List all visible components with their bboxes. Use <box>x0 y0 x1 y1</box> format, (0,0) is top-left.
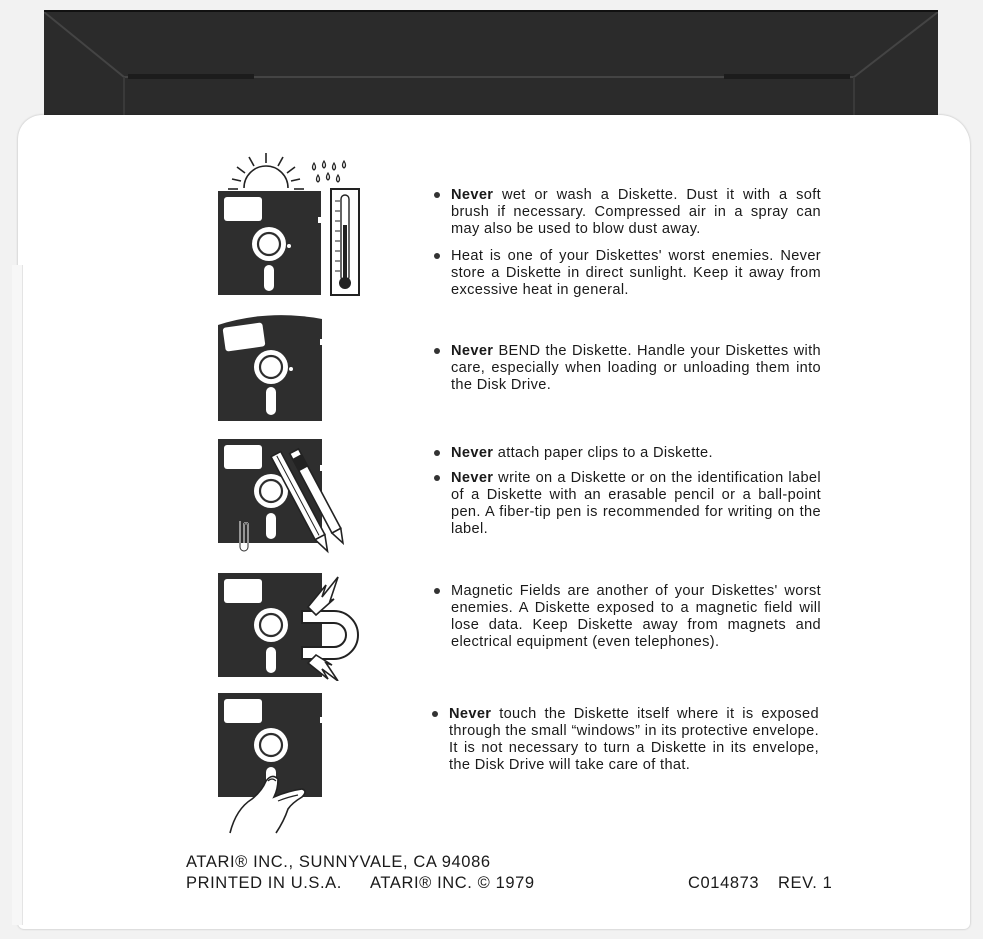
footer-printed: PRINTED IN U.S.A. <box>186 874 342 892</box>
tip-emphasis: Never <box>451 470 494 486</box>
tip-text: BEND the Diskette. Handle your Diskettes with care, especially when loading or unloading them into the Disk Drive. <box>451 343 821 393</box>
tip-text: Magnetic Fields are another of your Diskettes' worst enemies. A Diskette exposed to a magnetic field will lose data. Keep Diskette away from magnets and electrical equipment (even telephones). <box>451 583 821 650</box>
tip-item <box>431 343 821 394</box>
tip-item <box>429 706 819 774</box>
tip-text: wet or wash a Diskette. Dust it with a soft brush if necessary. Compressed air in a spray can may also be used to blow dust away. <box>451 187 821 237</box>
magnet-lightning-icon <box>216 571 366 681</box>
tip-emphasis: Never <box>451 343 494 359</box>
footer-address: ATARI® INC., SUNNYVALE, CA 94086 <box>186 853 491 871</box>
bent-diskette-icon <box>216 309 328 425</box>
sun-rain-thermometer-icon <box>214 151 364 296</box>
paperclip-pencil-icon <box>216 437 366 559</box>
footer-part-number: C014873 <box>688 874 760 892</box>
tip-emphasis: Never <box>451 445 494 461</box>
tip-item <box>431 187 821 238</box>
hand-touch-icon <box>216 691 328 837</box>
tip-text: Heat is one of your Diskettes' worst enemies. Never store a Diskette in direct sunlight. Keep it away from excessive heat in general. <box>451 248 821 298</box>
tip-item <box>431 248 821 299</box>
tip-item <box>431 470 821 538</box>
tip-item <box>431 583 821 651</box>
footer-copyright: ATARI® INC. © 1979 <box>370 874 535 892</box>
tip-item <box>431 445 821 462</box>
sleeve-fold <box>12 265 23 925</box>
tip-text: attach paper clips to a Diskette. <box>493 445 713 461</box>
tip-emphasis: Never <box>449 706 492 722</box>
footer-revision: REV. 1 <box>778 874 833 892</box>
tip-text: touch the Diskette itself where it is exposed through the small “windows” in its protective envelope. It is not necessary to turn a Diskette in its envelope, the Disk Drive will take care of that. <box>449 706 819 773</box>
diskette-sleeve <box>18 115 970 929</box>
tip-emphasis: Never <box>451 187 494 203</box>
tip-text: write on a Diskette or on the identification label of a Diskette with an erasable pencil or a ball-point pen. A fiber-tip pen is recommended for writing on the label. <box>451 470 821 537</box>
